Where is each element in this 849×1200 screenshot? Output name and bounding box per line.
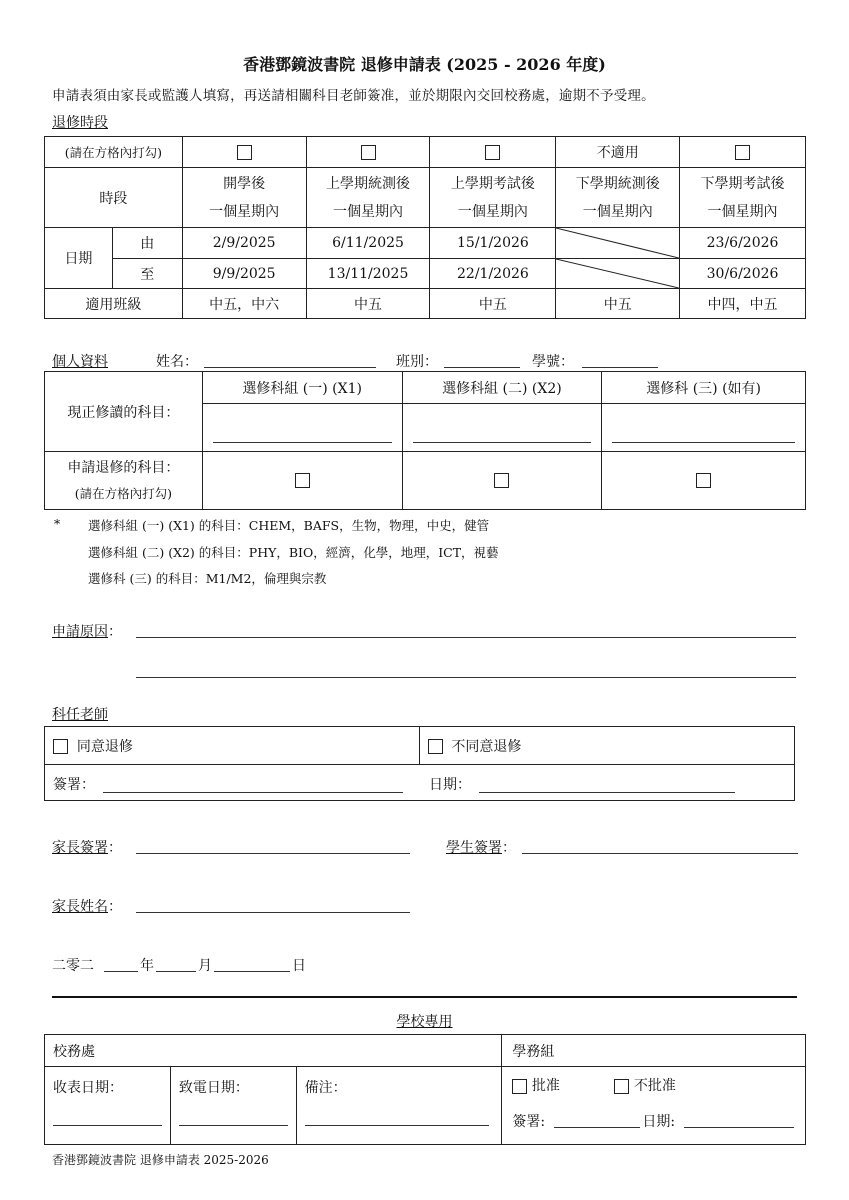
class-label: 適用班級 bbox=[45, 289, 183, 319]
class-3: 中五 bbox=[430, 289, 556, 319]
office-label: 校務處 bbox=[45, 1035, 502, 1067]
subject-table bbox=[44, 371, 806, 510]
period-2-checkbox-cell bbox=[306, 137, 430, 168]
from-date-5: 23/6/2026 bbox=[680, 228, 806, 259]
called-date-cell bbox=[170, 1067, 296, 1145]
teacher-heading: 科任老師 bbox=[52, 707, 108, 723]
period-4-label bbox=[556, 168, 680, 228]
parent-sign-label: 家長簽署 bbox=[52, 840, 108, 856]
period-table bbox=[44, 136, 806, 319]
school-use-table bbox=[44, 1034, 806, 1145]
agree-cell bbox=[45, 727, 420, 765]
group-2-current-cell bbox=[402, 404, 602, 452]
period-3-line2: 一個星期內 bbox=[457, 203, 528, 220]
disagree-checkbox[interactable] bbox=[428, 739, 443, 754]
date-label: 日期 bbox=[45, 228, 113, 289]
to-label: 至 bbox=[112, 259, 182, 289]
to-date-3: 22/1/2026 bbox=[430, 259, 556, 289]
parent-name-colon: ： bbox=[108, 899, 122, 915]
period-5-checkbox[interactable] bbox=[735, 145, 750, 160]
note-line-2: 選修科組 (二) (X2) 的科目：PHY，BIO，經濟，化學，地理，ICT，視藝 bbox=[88, 545, 499, 560]
group-2-withdraw-cell bbox=[402, 452, 602, 510]
from-label: 由 bbox=[112, 228, 182, 259]
parent-sign-colon: ： bbox=[108, 840, 122, 856]
year-label: 年 bbox=[140, 958, 154, 974]
group-2-header: 選修科組 (二) (X2) bbox=[402, 372, 602, 404]
class-1: 中五，中六 bbox=[182, 289, 306, 319]
from-date-3: 15/1/2026 bbox=[430, 228, 556, 259]
group-3-current-field[interactable] bbox=[612, 442, 795, 443]
student-sign-label: 學生簽署 bbox=[446, 840, 502, 856]
reason-field-line-1[interactable] bbox=[136, 637, 796, 638]
month-field[interactable] bbox=[156, 971, 196, 972]
period-3-label bbox=[430, 168, 556, 228]
academic-date-field[interactable] bbox=[684, 1127, 794, 1128]
parent-name-label: 家長姓名 bbox=[52, 899, 108, 915]
parent-sign-field[interactable] bbox=[136, 853, 410, 854]
agree-label: 同意退修 bbox=[76, 738, 133, 755]
period-3-line1: 上學期考試後 bbox=[450, 175, 535, 192]
reason-colon: ： bbox=[108, 624, 122, 640]
student-number-field[interactable] bbox=[582, 367, 658, 368]
class-field[interactable] bbox=[444, 367, 520, 368]
approve-checkbox[interactable] bbox=[512, 1079, 527, 1094]
day-field[interactable] bbox=[214, 971, 290, 972]
parent-sign-wrap bbox=[52, 837, 122, 857]
reject-label: 不批准 bbox=[633, 1078, 676, 1094]
period-label: 時段 bbox=[45, 168, 183, 228]
academic-date-label: 日期: bbox=[642, 1114, 676, 1130]
from-date-4-crossed bbox=[556, 228, 680, 259]
period-2-line1: 上學期統測後 bbox=[326, 175, 411, 192]
to-date-4-crossed bbox=[556, 259, 680, 289]
form-title: 香港鄧鏡波書院 退修申請表 (2025 - 2026 年度) bbox=[243, 55, 606, 74]
academic-sign-label: 簽署: bbox=[512, 1114, 546, 1130]
date-prefix: 二零二 bbox=[52, 958, 94, 974]
disagree-label: 不同意退修 bbox=[451, 738, 522, 755]
section-divider bbox=[52, 996, 797, 998]
period-5-checkbox-cell bbox=[680, 137, 806, 168]
group-1-header: 選修科組 (一) (X1) bbox=[202, 372, 402, 404]
reason-field-line-2[interactable] bbox=[136, 677, 796, 678]
withdraw-label-text: 申請退修的科目： bbox=[67, 459, 180, 476]
reason-label-wrap bbox=[52, 621, 122, 641]
teacher-sign-field[interactable] bbox=[103, 792, 403, 793]
period-2-checkbox[interactable] bbox=[361, 145, 376, 160]
current-subject-label: 現正修讀的科目： bbox=[45, 372, 203, 452]
reject-option bbox=[614, 1075, 675, 1095]
remarks-cell bbox=[296, 1067, 502, 1145]
student-sign-field[interactable] bbox=[522, 853, 798, 854]
remarks-label: 備注： bbox=[304, 1080, 347, 1096]
received-date-cell bbox=[45, 1067, 171, 1145]
class-4: 中五 bbox=[556, 289, 680, 319]
teacher-date-field[interactable] bbox=[479, 792, 735, 793]
teacher-date-label: 日期： bbox=[429, 777, 471, 793]
intro-text: 申請表須由家長或監護人填寫，再送請相關科目老師簽准，並於期限內交回校務處，逾期不予受理。 bbox=[52, 88, 655, 104]
group-1-current-field[interactable] bbox=[213, 442, 392, 443]
group-1-withdraw-checkbox[interactable] bbox=[295, 473, 310, 488]
teacher-table bbox=[44, 726, 795, 801]
period-heading: 退修時段 bbox=[52, 115, 108, 131]
parent-name-field[interactable] bbox=[136, 912, 410, 913]
period-2-line2: 一個星期內 bbox=[333, 203, 404, 220]
personal-heading: 個人資料 bbox=[52, 354, 108, 370]
period-5-line2: 一個星期內 bbox=[707, 203, 778, 220]
received-date-field[interactable] bbox=[53, 1125, 162, 1126]
to-date-1: 9/9/2025 bbox=[182, 259, 306, 289]
period-5-label bbox=[680, 168, 806, 228]
academic-decision-cell bbox=[502, 1067, 806, 1145]
group-1-withdraw-cell bbox=[202, 452, 402, 510]
parent-name-wrap bbox=[52, 896, 122, 916]
name-field[interactable] bbox=[204, 367, 376, 368]
withdraw-hint-text: (請在方格內打勾) bbox=[74, 485, 173, 501]
group-2-withdraw-checkbox[interactable] bbox=[494, 473, 509, 488]
group-3-current-cell bbox=[602, 404, 806, 452]
teacher-sign-label: 簽署： bbox=[53, 777, 95, 793]
period-4-line1: 下學期統測後 bbox=[575, 175, 660, 192]
called-date-label: 致電日期： bbox=[178, 1080, 249, 1096]
agree-checkbox[interactable] bbox=[53, 739, 68, 754]
footer-text: 香港鄧鏡波書院 退修申請表 2025-2026 bbox=[52, 1153, 269, 1167]
number-label: 學號： bbox=[532, 354, 574, 370]
period-5-line1: 下學期考試後 bbox=[700, 175, 785, 192]
day-label: 日 bbox=[292, 958, 306, 974]
academic-sign-field[interactable] bbox=[554, 1127, 640, 1128]
from-date-1: 2/9/2025 bbox=[182, 228, 306, 259]
group-1-current-cell bbox=[202, 404, 402, 452]
tick-hint: (請在方格內打勾) bbox=[45, 137, 183, 168]
class-5: 中四，中五 bbox=[680, 289, 806, 319]
period-1-checkbox[interactable] bbox=[237, 145, 252, 160]
class-field-label: 班別： bbox=[396, 354, 438, 370]
name-label: 姓名： bbox=[156, 354, 198, 370]
remarks-field[interactable] bbox=[305, 1125, 490, 1126]
approve-label: 批准 bbox=[531, 1078, 560, 1094]
notes-star: * bbox=[54, 516, 61, 531]
note-line-1: 選修科組 (一) (X1) 的科目：CHEM，BAFS，生物，物理，中史，健管 bbox=[88, 518, 490, 533]
from-date-2: 6/11/2025 bbox=[306, 228, 430, 259]
group-2-current-field[interactable] bbox=[413, 442, 592, 443]
not-applicable-cell: 不適用 bbox=[556, 137, 680, 168]
period-3-checkbox[interactable] bbox=[485, 145, 500, 160]
month-label: 月 bbox=[198, 958, 212, 974]
withdraw-subject-label bbox=[45, 452, 203, 510]
disagree-cell bbox=[419, 727, 795, 765]
to-date-2: 13/11/2025 bbox=[306, 259, 430, 289]
reject-checkbox[interactable] bbox=[614, 1079, 629, 1094]
period-3-checkbox-cell bbox=[430, 137, 556, 168]
called-date-field[interactable] bbox=[179, 1125, 288, 1126]
class-2: 中五 bbox=[306, 289, 430, 319]
period-1-checkbox-cell bbox=[182, 137, 306, 168]
group-3-withdraw-checkbox[interactable] bbox=[696, 473, 711, 488]
approve-option bbox=[512, 1075, 559, 1095]
to-date-5: 30/6/2026 bbox=[680, 259, 806, 289]
school-use-heading: 學校專用 bbox=[396, 1014, 453, 1030]
reason-label: 申請原因 bbox=[52, 624, 108, 640]
teacher-sign-row bbox=[45, 765, 795, 801]
student-sign-colon: ： bbox=[502, 840, 516, 856]
period-1-line1: 開學後 bbox=[223, 175, 266, 192]
student-sign-wrap bbox=[446, 837, 516, 857]
group-3-withdraw-cell bbox=[602, 452, 806, 510]
received-date-label: 收表日期： bbox=[53, 1080, 123, 1096]
academic-label: 學務組 bbox=[502, 1035, 806, 1067]
group-3-header: 選修科 (三) (如有) bbox=[602, 372, 806, 404]
period-1-line2: 一個星期內 bbox=[209, 203, 280, 220]
year-field[interactable] bbox=[104, 971, 138, 972]
note-line-3: 選修科 (三) 的科目：M1/M2，倫理與宗教 bbox=[88, 571, 327, 586]
period-2-label bbox=[306, 168, 430, 228]
period-1-label bbox=[182, 168, 306, 228]
period-4-line2: 一個星期內 bbox=[582, 203, 653, 220]
